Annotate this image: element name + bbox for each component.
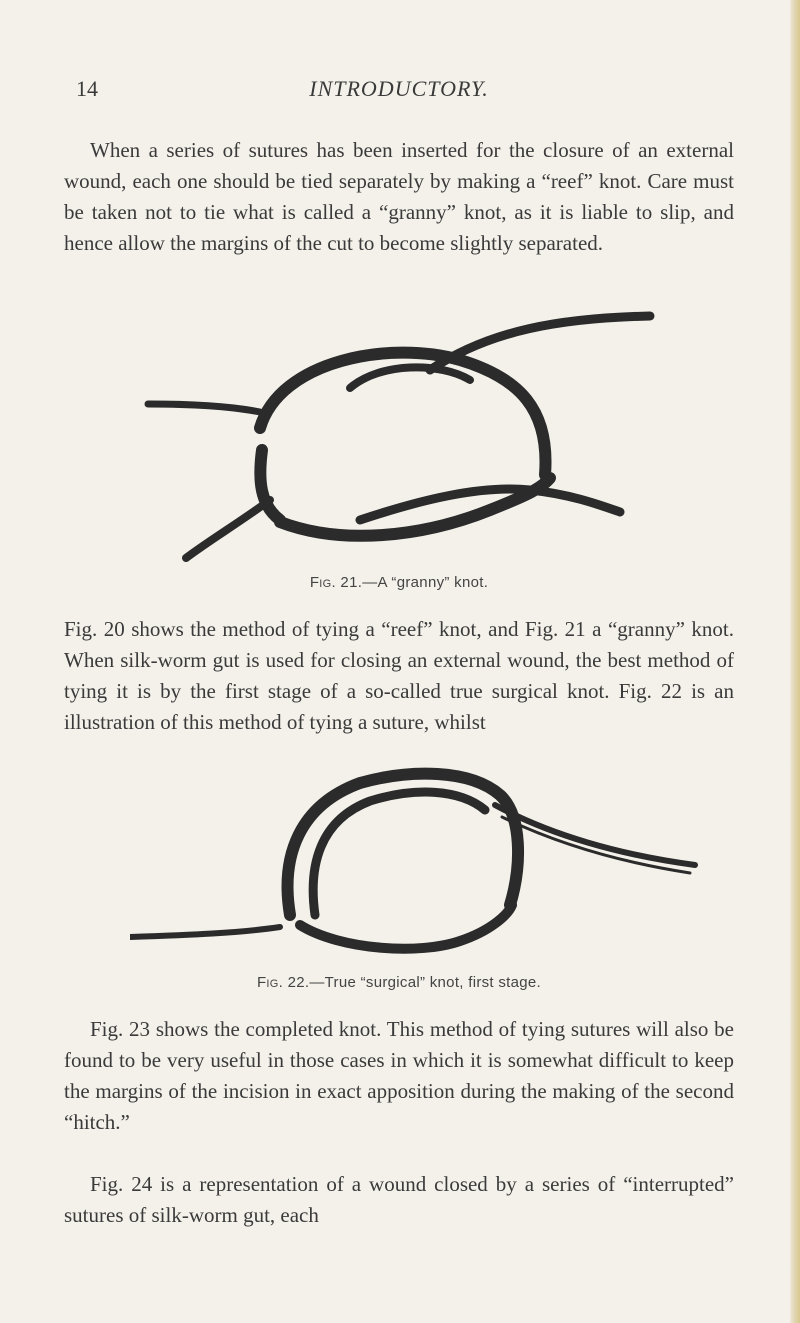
- figure-22-text: —True “surgical” knot, first stage.: [309, 974, 542, 991]
- paragraph-1: When a series of sutures has been inserted for the closure of an external wound, each one should be tied separately by making a “reef” knot. Care must be taken not to tie what is called a “granny” knot, as it is liable to slip, and hence allow the margins of the cut to become slightly separated.: [64, 138, 734, 255]
- paragraph-3: Fig. 23 shows the completed knot. This method of tying sutures will also be found to be very useful in those cases in which it is somewhat difficult to keep the margins of the incision in exact apposition during the making of the second “hitch.”: [64, 1017, 734, 1134]
- surgical-knot-illustration: [130, 765, 700, 960]
- paragraph-2: Fig. 20 shows the method of tying a “reef” knot, and Fig. 21 a “granny” knot. When silk-worm gut is used for closing an external wound, the best method of tying it is by the first stage of a so-called true surgical knot. Fig. 22 is an illustration of this method of tying a suture, whilst: [64, 617, 734, 734]
- figure-21-caption: [64, 574, 734, 591]
- page-edge: [790, 0, 800, 1323]
- figure-22-caption: [64, 974, 734, 991]
- figure-22-label: Fig. 22.: [256, 974, 310, 991]
- figure-21-label: Fig. 21.: [309, 574, 363, 591]
- page-number: 14: [76, 76, 98, 101]
- running-head: INTRODUCTORY.: [309, 76, 489, 101]
- page-header: [64, 76, 734, 110]
- figure-21-text: —A “granny” knot.: [362, 574, 489, 591]
- granny-knot-illustration: [130, 300, 670, 570]
- paragraph-4: Fig. 24 is a representation of a wound closed by a series of “interrupted” sutures of silk-worm gut, each: [64, 1172, 734, 1227]
